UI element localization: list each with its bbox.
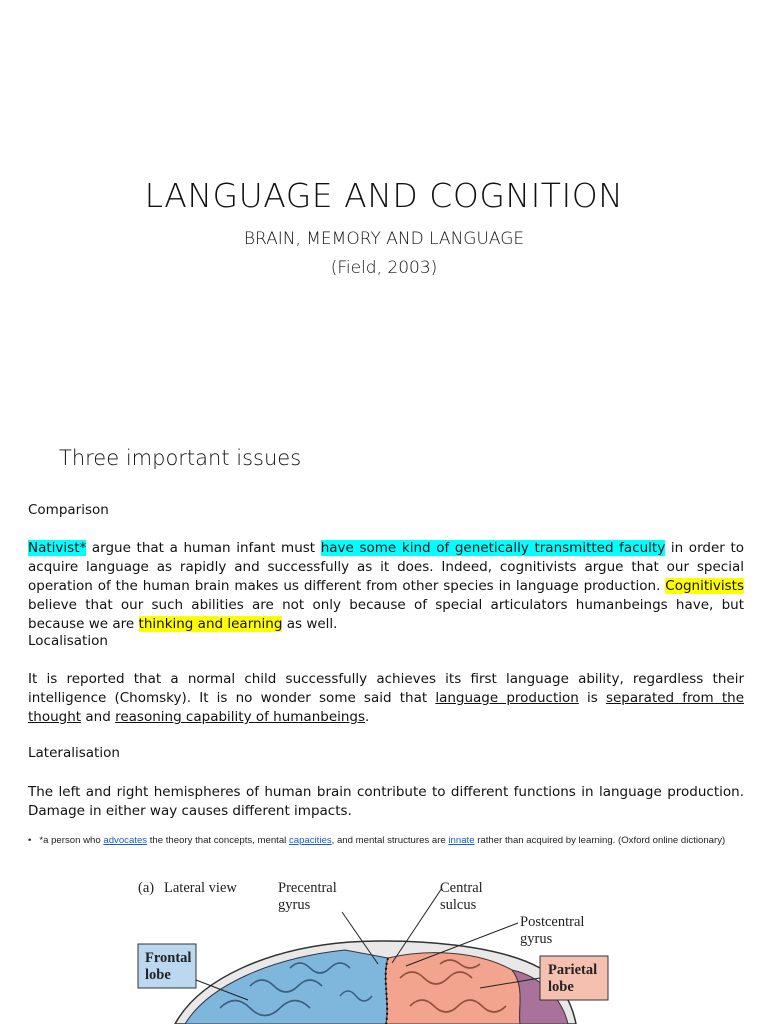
frontal-label-2: lobe bbox=[145, 967, 171, 983]
lateralisation-heading: Lateralisation bbox=[28, 745, 120, 761]
underline-separated-thought: separated from the thought bbox=[28, 690, 745, 725]
footnote: • *a person who advocates the theory that concepts, mental capacities, and mental structures are innate rather than acquired by learning. (Oxford online dictionary) bbox=[28, 835, 726, 846]
postcentral-label-2: gyrus bbox=[520, 931, 553, 947]
postcentral-label-1: Postcentral bbox=[520, 914, 585, 930]
highlight-faculty: have some kind of genetically transmitted faculty bbox=[320, 540, 666, 556]
brain-illustration bbox=[120, 868, 640, 1024]
link-capacities[interactable]: capacities bbox=[288, 835, 332, 846]
brain-lateral-view-figure bbox=[120, 868, 640, 1024]
underline-reasoning-capability: reasoning capability of humanbeings bbox=[115, 709, 366, 725]
link-innate[interactable]: innate bbox=[448, 835, 475, 846]
bullet: • bbox=[28, 835, 32, 846]
localisation-heading: Localisation bbox=[28, 633, 108, 649]
central-label-1: Central bbox=[440, 880, 483, 896]
central-label-2: sulcus bbox=[440, 897, 477, 913]
comparison-paragraph: Nativist* argue that a human infant must have some kind of genetically transmitted faculty in order to acquire language as rapidly and successfully as it does. Indeed, cognitivists argue that our special operation of the human brain makes us different from other species in language production. Cognitivists believe that our such abilities are not only because of special articulators humanbeings have, but because we are thinking and learning as well. bbox=[28, 540, 744, 632]
parietal-label-2: lobe bbox=[548, 979, 574, 995]
citation: (Field, 2003) bbox=[330, 258, 438, 278]
highlight-thinking-learning: thinking and learning bbox=[138, 616, 283, 632]
lateral-view-label: Lateral view bbox=[164, 880, 237, 896]
lateralisation-paragraph: The left and right hemispheres of human brain contribute to different functions in language production. Damage in either way causes different impacts. bbox=[28, 784, 744, 819]
parietal-label-1: Parietal bbox=[548, 962, 598, 978]
precentral-label-2: gyrus bbox=[278, 897, 311, 913]
underline-language-production: language production bbox=[435, 690, 579, 706]
comparison-heading: Comparison bbox=[28, 502, 109, 518]
frontal-label-1: Frontal bbox=[145, 950, 192, 966]
localisation-paragraph: It is reported that a normal child successfully achieves its first language ability, regardless their intelligence (Chomsky). It is no wonder some said that language production is separated from the thought and reasoning capability of humanbeings. bbox=[28, 671, 745, 725]
precentral-label-1: Precentral bbox=[278, 880, 337, 896]
page-subtitle: BRAIN, MEMORY AND LANGUAGE bbox=[243, 229, 525, 249]
page-title: LANGUAGE AND COGNITION bbox=[144, 176, 624, 215]
section-title: Three important issues bbox=[59, 446, 302, 470]
highlight-cognitivists: Cognitivists bbox=[665, 578, 744, 594]
link-advocates[interactable]: advocates bbox=[103, 835, 148, 846]
figure-label-a: (a) bbox=[138, 880, 155, 896]
nativist-term: Nativist* bbox=[28, 540, 87, 556]
